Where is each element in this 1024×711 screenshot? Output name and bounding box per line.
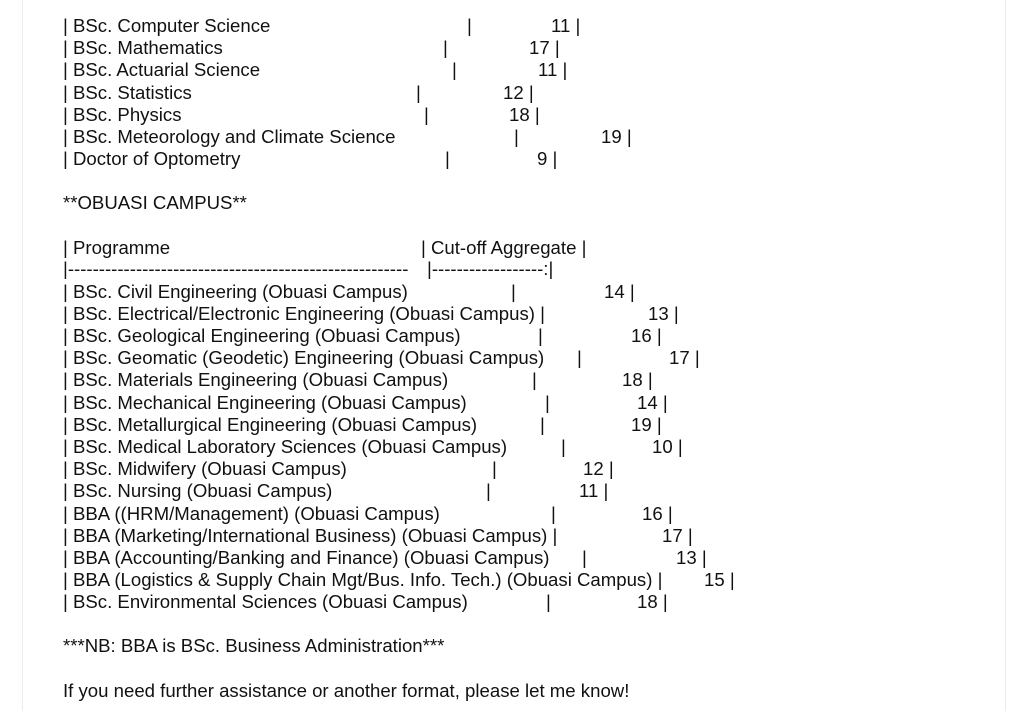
row-geomatic-separator: | (577, 347, 582, 368)
row-meteorology-value: 19 | (601, 126, 632, 147)
row-statistics-separator: | (416, 82, 421, 103)
row-bba-marketing-value: 17 | (662, 525, 693, 546)
row-geomatic-value: 17 | (669, 347, 700, 368)
row-bba-accounting-value: 13 | (676, 547, 707, 568)
row-medical-lab-value: 10 | (652, 436, 683, 457)
row-optometry-separator: | (445, 148, 450, 169)
row-bba-accounting-name: | BBA (Accounting/Banking and Finance) (Obuasi Campus) (63, 547, 550, 568)
row-meteorology-separator: | (514, 126, 519, 147)
row-civil-name: | BSc. Civil Engineering (Obuasi Campus) (63, 281, 408, 302)
row-geomatic-name: | BSc. Geomatic (Geodetic) Engineering (Obuasi Campus) (63, 347, 545, 368)
row-meteorology-name: | BSc. Meteorology and Climate Science (63, 126, 396, 147)
row-statistics-name: | BSc. Statistics (63, 82, 192, 103)
row-electrical-value: 13 | (648, 303, 679, 324)
row-nursing-value: 11 | (579, 480, 609, 501)
row-mechanical-value: 14 | (637, 392, 668, 413)
row-bba-accounting-separator: | (582, 547, 587, 568)
table-divider-right: |------------------:| (427, 258, 554, 279)
row-materials-name: | BSc. Materials Engineering (Obuasi Campus) (63, 369, 449, 390)
row-mathematics-separator: | (443, 37, 448, 58)
row-computer-science-value: 11 | (551, 15, 581, 36)
row-physics-name: | BSc. Physics (63, 104, 182, 125)
row-geological-separator: | (538, 325, 543, 346)
row-optometry-name: | Doctor of Optometry (63, 148, 241, 169)
row-metallurgical-name: | BSc. Metallurgical Engineering (Obuasi Campus) (63, 414, 478, 435)
row-mathematics-value: 17 | (529, 37, 560, 58)
row-environmental-value: 18 | (637, 591, 668, 612)
footnote-bba: ***NB: BBA is BSc. Business Administration*** (63, 635, 445, 656)
row-bba-marketing-name: | BBA (Marketing/International Business) (Obuasi Campus) | (63, 525, 558, 546)
row-mathematics-name: | BSc. Mathematics (63, 37, 223, 58)
row-materials-value: 18 | (622, 369, 653, 390)
row-actuarial-science-value: 11 | (538, 59, 568, 80)
row-geological-name: | BSc. Geological Engineering (Obuasi Campus) (63, 325, 461, 346)
row-medical-lab-separator: | (561, 436, 566, 457)
row-mechanical-name: | BSc. Mechanical Engineering (Obuasi Campus) (63, 392, 467, 413)
row-optometry-value: 9 | (537, 148, 558, 169)
section-heading-obuasi: **OBUASI CAMPUS** (63, 192, 247, 213)
table-divider-left: |------------------------------------------------------- (63, 258, 409, 279)
row-bba-logistics-name: | BBA (Logistics & Supply Chain Mgt/Bus. Info. Tech.) (Obuasi Campus) | (63, 569, 663, 590)
row-bba-hrm-value: 16 | (642, 503, 673, 524)
row-bba-hrm-name: | BBA ((HRM/Management) (Obuasi Campus) (63, 503, 440, 524)
row-geological-value: 16 | (631, 325, 662, 346)
row-midwifery-value: 12 | (583, 458, 614, 479)
row-actuarial-science-separator: | (452, 59, 457, 80)
row-civil-separator: | (511, 281, 516, 302)
row-electrical-name: | BSc. Electrical/Electronic Engineering (Obuasi Campus) | (63, 303, 545, 324)
table-header-cutoff: | Cut-off Aggregate | (421, 237, 587, 258)
row-metallurgical-value: 19 | (631, 414, 662, 435)
row-midwifery-name: | BSc. Midwifery (Obuasi Campus) (63, 458, 347, 479)
row-midwifery-separator: | (492, 458, 497, 479)
closing-message: If you need further assistance or another format, please let me know! (63, 680, 630, 701)
row-environmental-separator: | (546, 591, 551, 612)
row-computer-science-separator: | (467, 15, 472, 36)
row-physics-separator: | (424, 104, 429, 125)
row-metallurgical-separator: | (540, 414, 545, 435)
row-physics-value: 18 | (509, 104, 540, 125)
row-bba-hrm-separator: | (551, 503, 556, 524)
row-nursing-name: | BSc. Nursing (Obuasi Campus) (63, 480, 333, 501)
row-bba-logistics-value: 15 | (704, 569, 735, 590)
row-computer-science-name: | BSc. Computer Science (63, 15, 271, 36)
row-materials-separator: | (532, 369, 537, 390)
row-actuarial-science-name: | BSc. Actuarial Science (63, 59, 261, 80)
row-statistics-value: 12 | (503, 82, 534, 103)
row-mechanical-separator: | (545, 392, 550, 413)
row-environmental-name: | BSc. Environmental Sciences (Obuasi Campus) (63, 591, 468, 612)
row-nursing-separator: | (486, 480, 491, 501)
row-civil-value: 14 | (604, 281, 635, 302)
table-header-programme: | Programme (63, 237, 171, 258)
row-medical-lab-name: | BSc. Medical Laboratory Sciences (Obuasi Campus) (63, 436, 508, 457)
